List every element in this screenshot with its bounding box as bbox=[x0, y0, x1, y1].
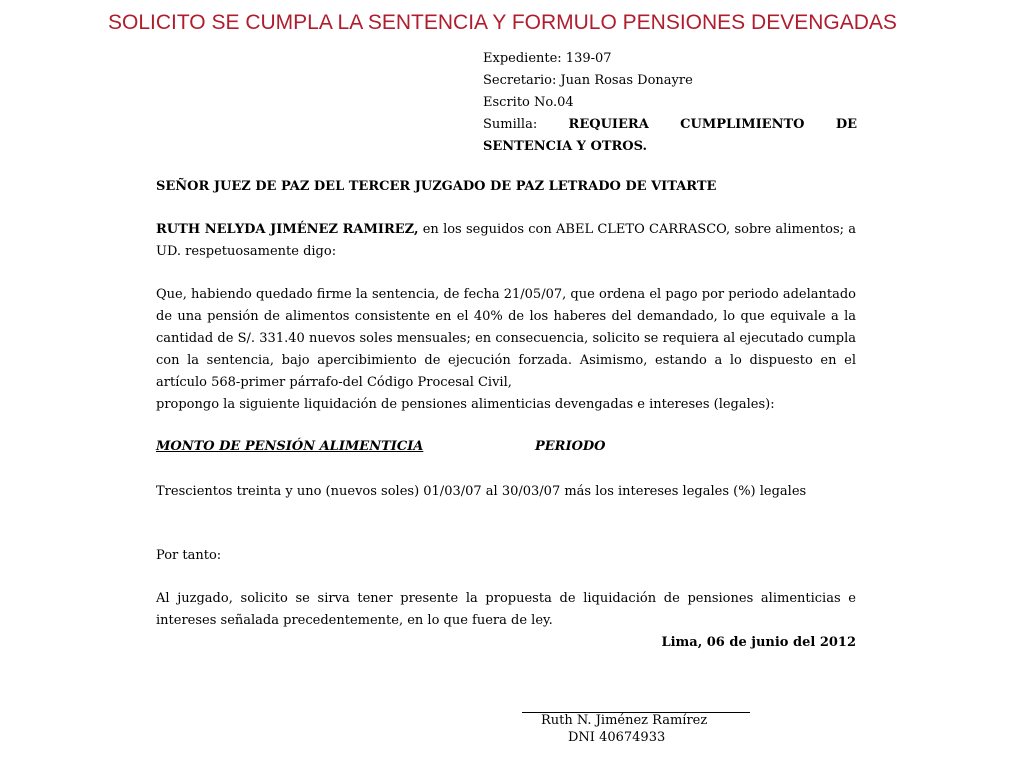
sumilla-label: Sumilla: bbox=[483, 117, 538, 132]
intro-paragraph bbox=[156, 219, 856, 263]
amount-line: Trescientos treinta y uno (nuevos soles) 01/03/07 al 30/03/07 más los intereses legales (%) legales bbox=[156, 484, 807, 499]
sumilla-word: CUMPLIMIENTO bbox=[680, 117, 805, 132]
petitioner-name: RUTH NELYDA JIMÉNEZ RAMIREZ, bbox=[156, 222, 419, 237]
signature-dni: DNI 40674933 bbox=[568, 730, 666, 745]
sumilla-word: REQUIERA bbox=[568, 117, 649, 132]
sumilla-line-2: SENTENCIA Y OTROS. bbox=[483, 139, 648, 154]
por-tanto: Por tanto: bbox=[156, 548, 222, 563]
intro-text: en los seguidos con ABEL CLETO CARRASCO, sobre alimentos; a UD. respetuosamente digo: bbox=[156, 222, 857, 259]
sumilla-word: DE bbox=[835, 117, 857, 132]
case-header bbox=[483, 48, 857, 158]
main-paragraph bbox=[156, 284, 856, 416]
date-line: Lima, 06 de junio del 2012 bbox=[661, 635, 856, 650]
sumilla-line bbox=[483, 114, 857, 136]
addressee: SEÑOR JUEZ DE PAZ DEL TERCER JUZGADO DE PAZ LETRADO DE VITARTE bbox=[156, 179, 717, 194]
slide-title: SOLICITO SE CUMPLA LA SENTENCIA Y FORMULO PENSIONES DEVENGADAS bbox=[108, 11, 897, 34]
main-paragraph-last-line: propongo la siguiente liquidación de pensiones alimenticias devengadas e intereses (legales): bbox=[156, 397, 775, 412]
liquidation-table-header bbox=[156, 436, 606, 458]
main-paragraph-text: Que, habiendo quedado firme la sentencia, de fecha 21/05/07, que ordena el pago por periodo adelantado de una pensión de alimentos consistente en el 40% de los haberes del demandado, lo que equivale a la cantidad de S/. 331.40 nuevos soles mensuales; en consecuencia, solicito se requiera al ejecutado cumpla con la sentencia, bajo apercibimiento de ejecución forzada. Asimismo, estando a lo dispuesto en el artículo 568-primer párrafo-del Código Procesal Civil, bbox=[156, 287, 856, 390]
escrito-line: Escrito No.04 bbox=[483, 95, 574, 110]
periodo-header: PERIODO bbox=[535, 439, 606, 454]
expediente-line: Expediente: 139-07 bbox=[483, 51, 612, 66]
signature-name: Ruth N. Jiménez Ramírez bbox=[541, 713, 708, 728]
secretario-line: Secretario: Juan Rosas Donayre bbox=[483, 73, 693, 88]
closing-paragraph: Al juzgado, solicito se sirva tener presente la propuesta de liquidación de pensiones alimenticias e intereses señalada precedentemente, en lo que fuera de ley. bbox=[156, 591, 856, 628]
monto-header: MONTO DE PENSIÓN ALIMENTICIA bbox=[156, 439, 424, 454]
